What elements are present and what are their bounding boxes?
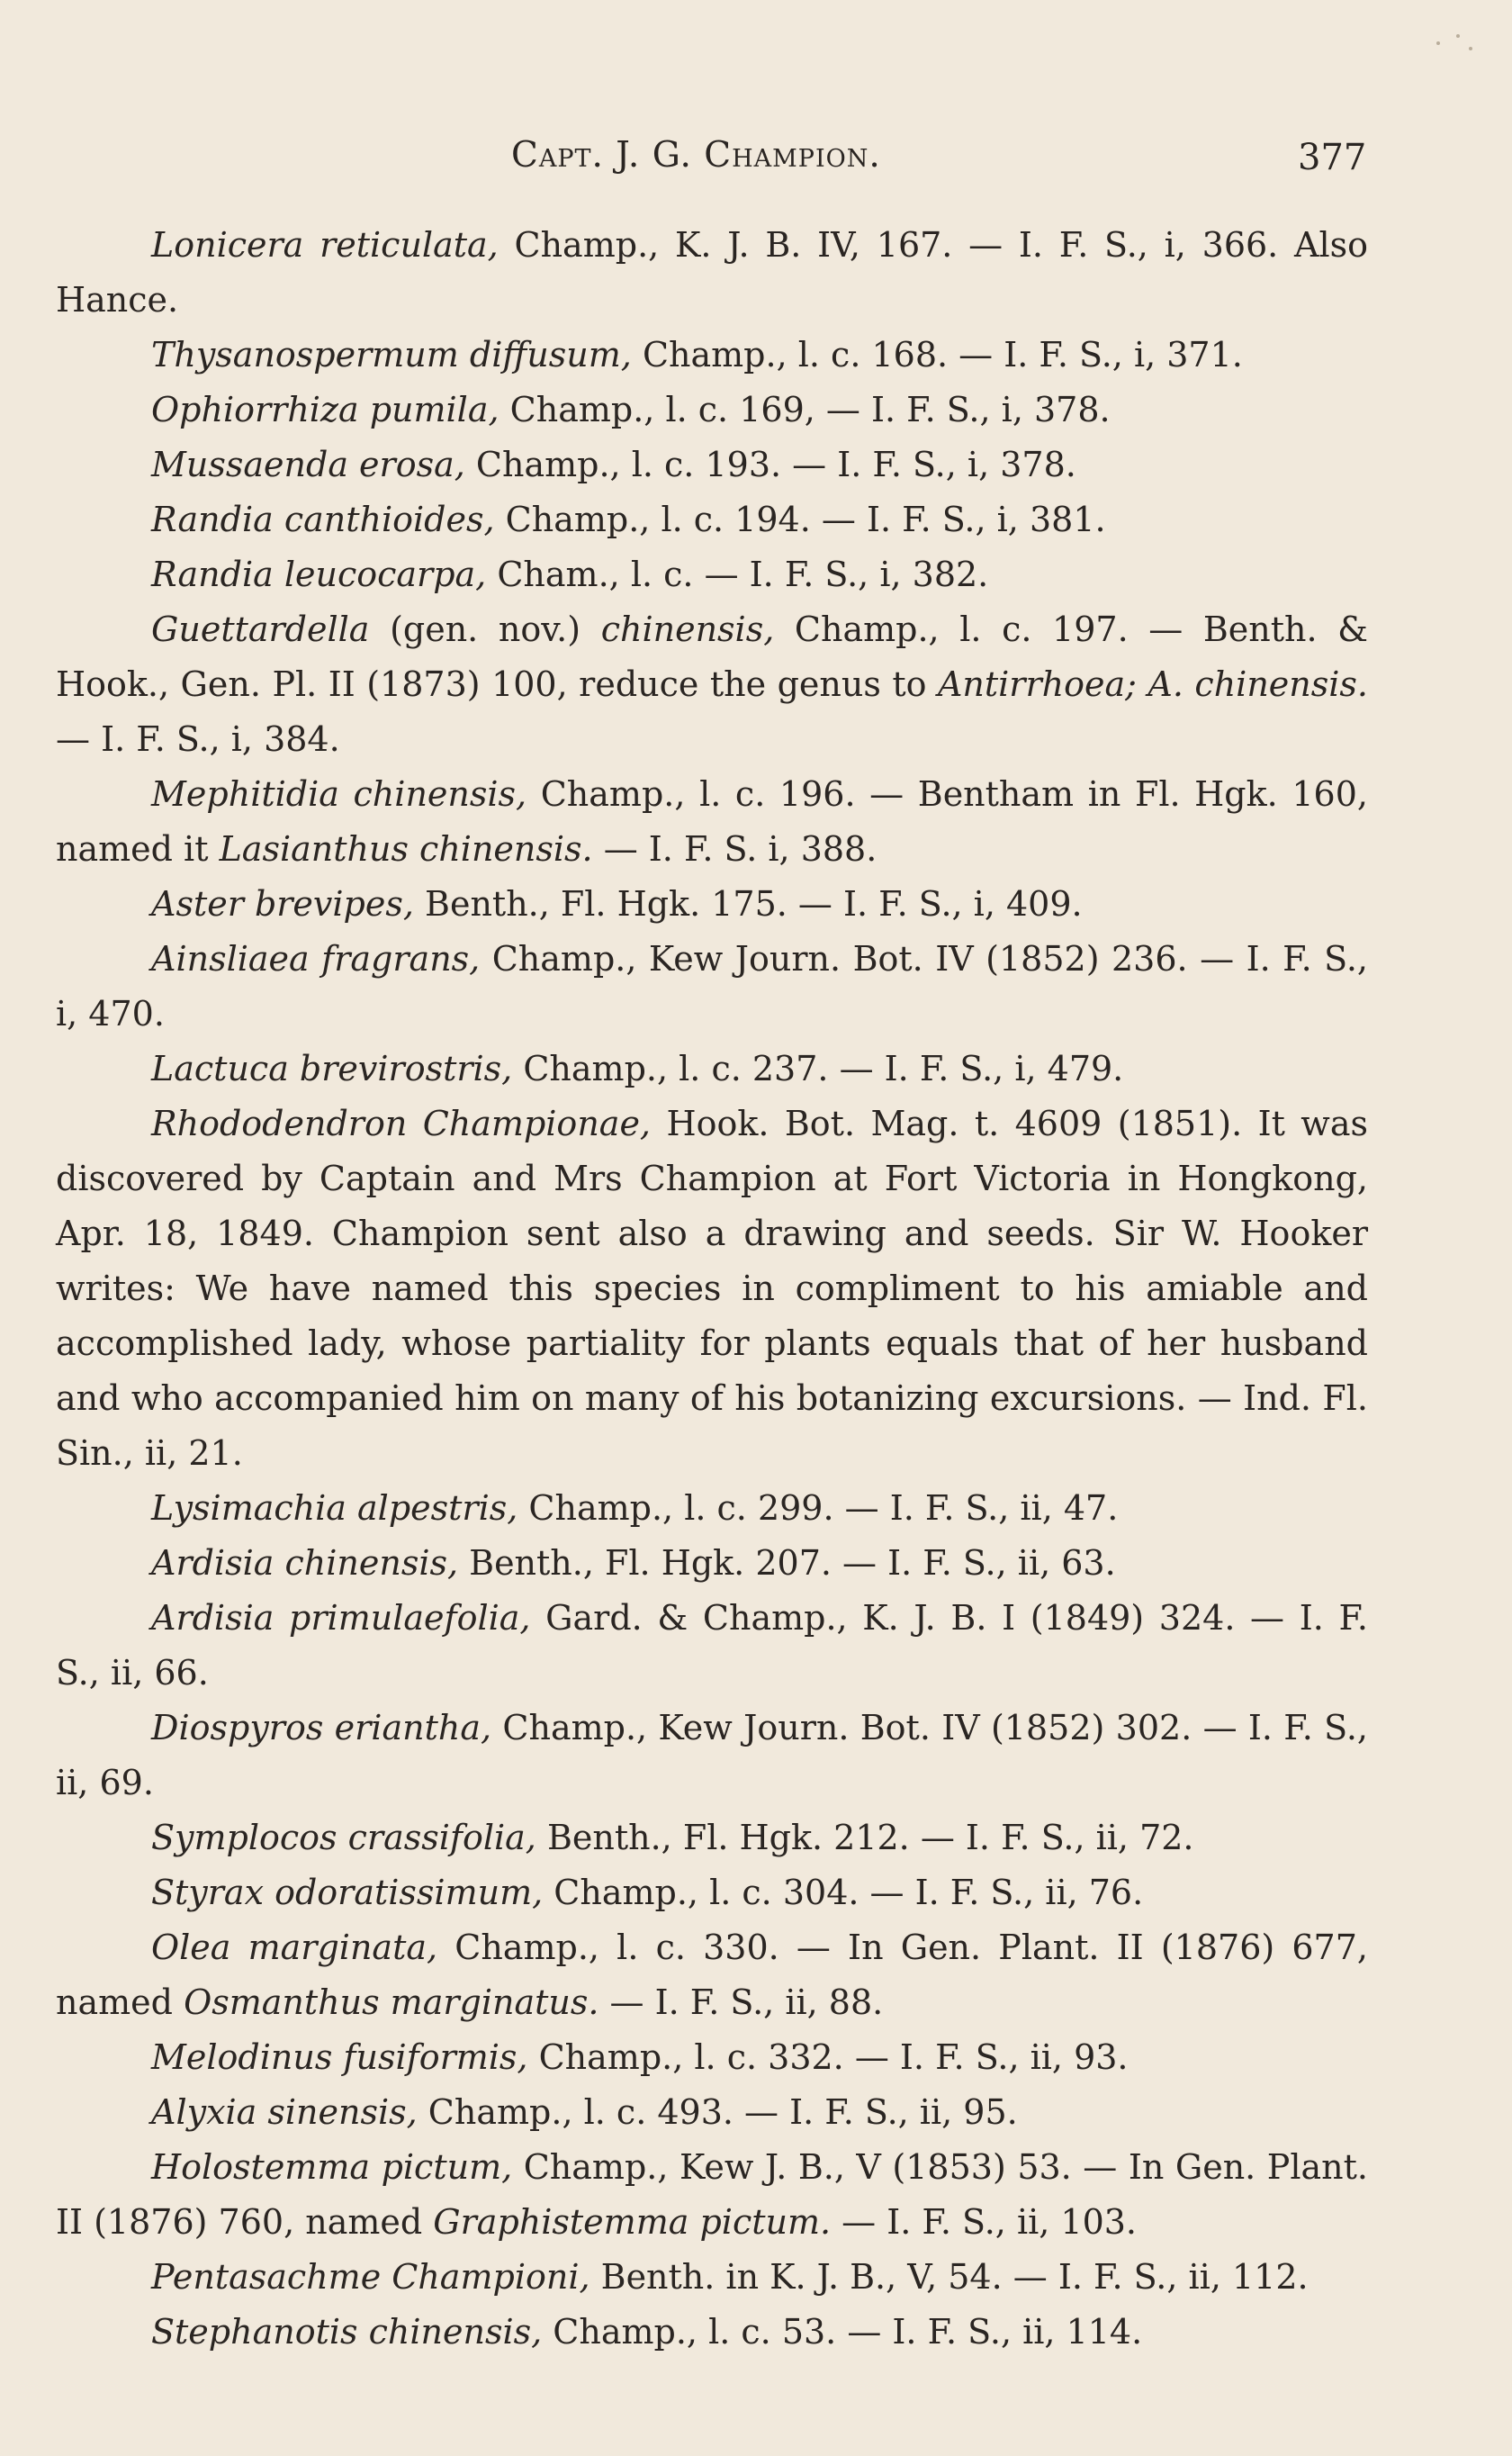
species-entry: [56, 1701, 1368, 1810]
entry-text: Champ., l. c. 194. — I. F. S., i, 381.: [494, 500, 1106, 539]
species-name: Ainsliaea fragrans,: [151, 939, 481, 979]
species-entry: [56, 218, 1368, 328]
entry-text: Champ., l. c. 53. — I. F. S., ii, 114.: [542, 2312, 1143, 2352]
species-entry: [56, 1097, 1368, 1481]
species-entry: [56, 1042, 1368, 1097]
paper-speck: [1469, 47, 1472, 50]
species-name: Osmanthus marginatus.: [184, 1982, 599, 2022]
entry-text: Gard. & Champ., K. J. B. I (1849) 324. — I. F. S., ii, 66.: [56, 1598, 1368, 1693]
species-name: Styrax odoratissimum,: [151, 1873, 544, 1912]
entry-text: Champ., K. J. B. IV, 167. — I. F. S., i, 366. Also Hance.: [56, 225, 1368, 320]
species-name: Guettardella: [151, 609, 370, 649]
species-name: Aster brevipes,: [151, 884, 414, 924]
paper-speck: [1436, 41, 1440, 45]
entry-text: Benth., Fl. Hgk. 212. — I. F. S., ii, 72.: [536, 1818, 1194, 1857]
species-entry: [56, 547, 1368, 602]
species-entry: [56, 2305, 1368, 2360]
species-entry: [56, 1481, 1368, 1536]
species-name: Randia canthioides,: [151, 500, 495, 539]
entry-text: Champ., Kew J. B., V (1853) 53. — In Gen. Plant. II (1876) 760, named: [56, 2147, 1368, 2242]
species-name: Antirrhoea; A. chinensis.: [937, 664, 1369, 704]
entry-text: Hook. Bot. Mag. t. 4609 (1851). It was discovered by Captain and Mrs Champion at Fort Victoria in Hongkong, Apr. 18, 1849. Champion sent also a drawing and seeds. Sir W. Hooker writes: We have named this species in compliment to his amiable and accomplished lady, whose partiality for plants equals that of her husband and who accompanied him on many of his botanizing excursions. — Ind. Fl. Sin., ii, 21.: [56, 1104, 1368, 1473]
entry-text: Champ., l. c. 332. — I. F. S., ii, 93.: [527, 2037, 1129, 2077]
species-name: Stephanotis chinensis,: [151, 2312, 543, 2352]
species-name: Ardisia primulaefolia,: [151, 1598, 531, 1638]
species-entry: [56, 1865, 1368, 1920]
entry-text: Champ., l. c. 493. — I. F. S., ii, 95.: [417, 2092, 1018, 2132]
running-title: Capt. J. G. Champion.: [511, 135, 881, 176]
entry-text: Benth., Fl. Hgk. 175. — I. F. S., i, 409.: [413, 884, 1083, 924]
entry-text: Champ., l. c. 237. — I. F. S., i, 479.: [512, 1049, 1124, 1088]
entry-text: Benth. in K. J. B., V, 54. — I. F. S., ii, 112.: [590, 2257, 1309, 2297]
species-name: Ophiorrhiza pumila,: [151, 390, 500, 429]
entry-text: Benth., Fl. Hgk. 207. — I. F. S., ii, 63.: [458, 1543, 1116, 1583]
page-number: 377: [1298, 137, 1367, 178]
entry-text: Champ., l. c. 168. — I. F. S., i, 371.: [631, 335, 1243, 375]
species-name: Ardisia chinensis,: [151, 1543, 459, 1583]
species-name: Mussaenda erosa,: [151, 445, 465, 484]
species-entry: [56, 932, 1368, 1042]
species-entry: [56, 328, 1368, 383]
species-entry: [56, 1810, 1368, 1865]
species-name: Diospyros eriantha,: [151, 1708, 492, 1747]
entry-text: — I. F. S. i, 388.: [592, 829, 878, 869]
species-name: Mephitidia chinensis,: [151, 774, 527, 814]
species-entry: [56, 2085, 1368, 2140]
entry-text: Champ., l. c. 330. — In Gen. Plant. II (1876) 677, named: [56, 1928, 1368, 2022]
running-head: [0, 135, 1512, 189]
entry-text: Champ., l. c. 197. — Benth. & Hook., Gen. Pl. II (1873) 100, reduce the genus to: [56, 609, 1368, 704]
species-name: Alyxia sinensis,: [151, 2092, 418, 2132]
entry-text: Champ., l. c. 196. — Bentham in Fl. Hgk. 160, named it: [56, 774, 1368, 869]
entry-text: — I. F. S., ii, 103.: [831, 2202, 1138, 2242]
species-entry: [56, 2250, 1368, 2305]
species-name: Lonicera reticulata,: [151, 225, 499, 265]
species-entry: [56, 2030, 1368, 2085]
species-entry: [56, 2140, 1368, 2250]
species-entry: [56, 438, 1368, 492]
species-name: Melodinus fusiformis,: [151, 2037, 528, 2077]
species-name: Thysanospermum diffusum,: [151, 335, 632, 375]
entry-text: Champ., Kew Journ. Bot. IV (1852) 302. — I. F. S., ii, 69.: [56, 1708, 1368, 1802]
species-name: Randia leucocarpa,: [151, 555, 487, 594]
species-name: Graphistemma pictum.: [433, 2202, 832, 2242]
species-name: Lasianthus chinensis.: [219, 829, 593, 869]
entry-text: Champ., l. c. 169, — I. F. S., i, 378.: [499, 390, 1111, 429]
species-name: Lysimachia alpestris,: [151, 1488, 518, 1528]
species-entry: [56, 602, 1368, 767]
species-list: [56, 218, 1368, 2360]
species-entry: [56, 1920, 1368, 2030]
entry-text: Champ., l. c. 304. — I. F. S., ii, 76.: [543, 1873, 1144, 1912]
entry-text: Cham., l. c. — I. F. S., i, 382.: [486, 555, 989, 594]
species-name: Symplocos crassifolia,: [151, 1818, 536, 1857]
entry-text: (gen. nov.): [369, 609, 601, 649]
species-entry: [56, 1536, 1368, 1591]
species-name: Lactuca brevirostris,: [151, 1049, 513, 1088]
species-name: Rhododendron Championae,: [151, 1104, 652, 1143]
species-name: chinensis,: [600, 609, 775, 649]
species-name: Olea marginata,: [151, 1928, 438, 1967]
species-entry: [56, 767, 1368, 877]
species-entry: [56, 492, 1368, 547]
entry-text: Champ., l. c. 299. — I. F. S., ii, 47.: [518, 1488, 1119, 1528]
species-entry: [56, 383, 1368, 438]
paper-speck: [1456, 34, 1460, 38]
entry-text: — I. F. S., i, 384.: [56, 719, 340, 759]
entry-text: Champ., l. c. 193. — I. F. S., i, 378.: [464, 445, 1076, 484]
species-name: Holostemma pictum,: [151, 2147, 513, 2187]
species-entry: [56, 877, 1368, 932]
entry-text: Champ., Kew Journ. Bot. IV (1852) 236. — I. F. S., i, 470.: [56, 939, 1368, 1034]
species-entry: [56, 1591, 1368, 1701]
entry-text: — I. F. S., ii, 88.: [598, 1982, 884, 2022]
species-name: Pentasachme Championi,: [151, 2257, 590, 2297]
